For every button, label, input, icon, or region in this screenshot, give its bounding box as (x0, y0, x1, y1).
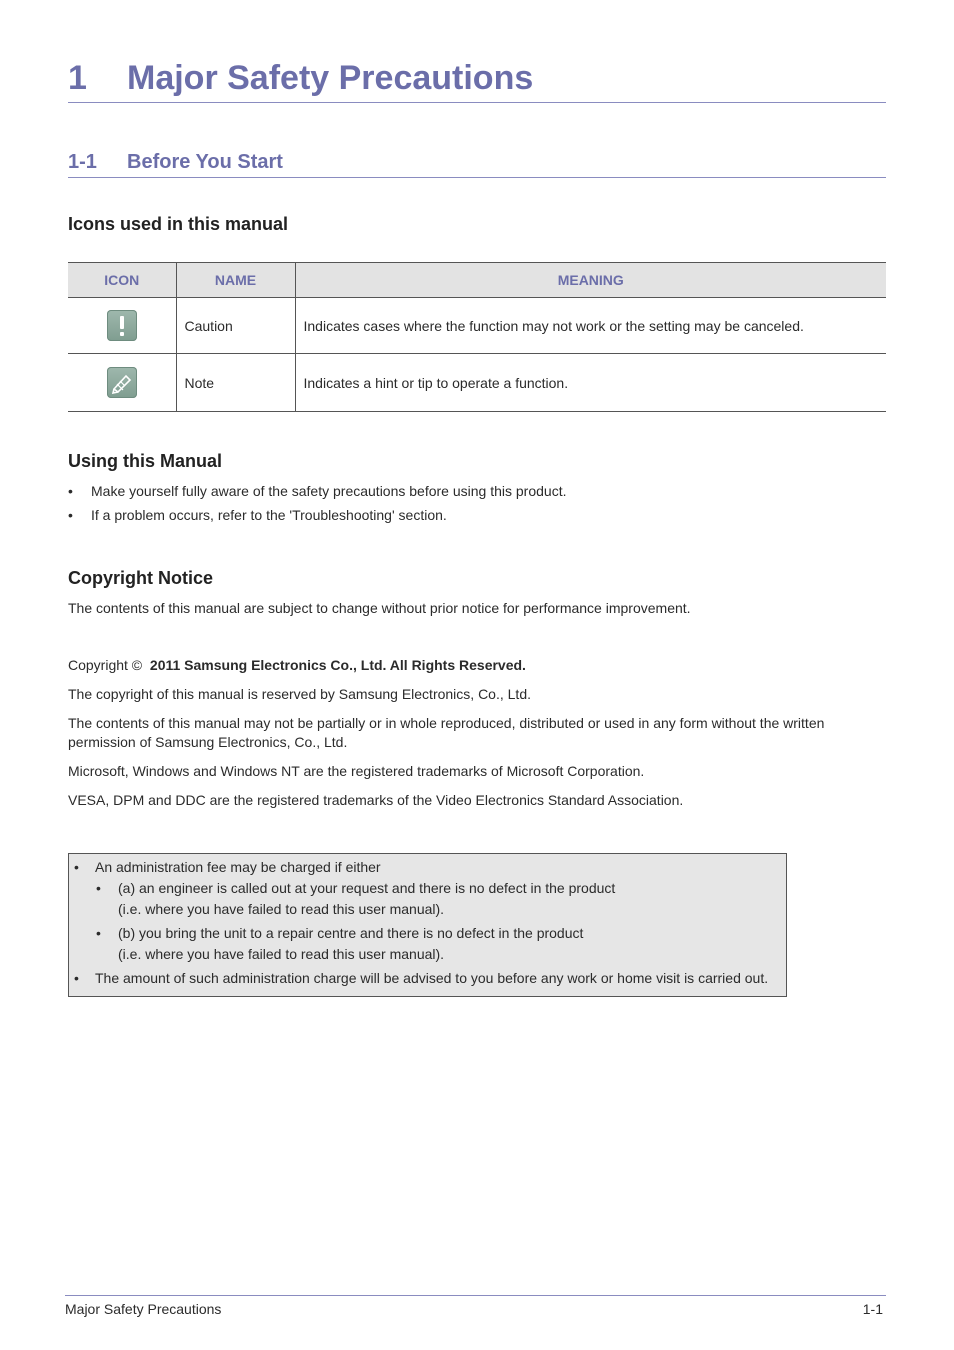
copyright-paragraph: Microsoft, Windows and Windows NT are the registered trademarks of Microsoft Corporation. (68, 763, 645, 779)
chapter-title (68, 56, 886, 103)
copyright-line (68, 656, 886, 675)
notice-subitem-line: • (b) you bring the unit to a repair centre and there is no defect in the product (118, 925, 584, 941)
notice-subitem-line: (i.e. where you have failed to read this user manual). (118, 946, 445, 962)
table-header-row (68, 263, 886, 298)
name-cell: Note (176, 354, 295, 412)
meaning-cell: Indicates cases where the function may not work or the setting may be canceled. (295, 298, 886, 354)
notice-subitem (69, 878, 786, 920)
using-heading: Using this Manual (68, 451, 223, 471)
list-item: • Make yourself fully aware of the safety precautions before using this product. (68, 479, 566, 503)
page-number: 1-1 (862, 1301, 883, 1317)
notice-subitem (69, 923, 786, 965)
copyright-paragraph: VESA, DPM and DDC are the registered trademarks of the Video Electronics Standard Association. (68, 792, 684, 808)
name-cell: Caution (176, 298, 295, 354)
icons-table (68, 262, 886, 412)
list-item: • If a problem occurs, refer to the 'Troubleshooting' section. (68, 503, 566, 527)
footer-title: Major Safety Precautions (65, 1301, 222, 1317)
using-list (68, 479, 566, 527)
section-number: 1-1 (68, 151, 97, 173)
notice-subitem-line: • (a) an engineer is called out at your request and there is no defect in the product (118, 880, 616, 896)
page-footer (65, 1295, 886, 1321)
chapter-title-text: Major Safety Precautions (127, 59, 534, 97)
meaning-cell: Indicates a hint or tip to operate a function. (295, 354, 886, 412)
copyright-bold: 2011 Samsung Electronics Co., Ltd. All Rights Reserved. (149, 657, 526, 673)
header-meaning: MEANING (295, 263, 886, 298)
notice-box (68, 853, 787, 997)
section-title (68, 148, 886, 178)
caution-icon (107, 310, 137, 341)
copyright-paragraph: The copyright of this manual is reserved by Samsung Electronics, Co., Ltd. (68, 686, 531, 702)
copyright-heading: Copyright Notice (68, 568, 214, 588)
table-row (68, 354, 886, 412)
table-row (68, 298, 886, 354)
chapter-number: 1 (68, 59, 87, 97)
icon-cell (68, 354, 176, 412)
notice-subitem-line: (i.e. where you have failed to read this user manual). (118, 901, 445, 917)
notice-item: • An administration fee may be charged if either (69, 857, 786, 878)
notice-item: • The amount of such administration charge will be advised to you before any work or home visit is carried out. (69, 968, 786, 989)
icons-heading: Icons used in this manual (68, 214, 289, 234)
copyright-intro: The contents of this manual are subject to change without prior notice for performance improvement. (68, 600, 691, 616)
icon-cell (68, 298, 176, 354)
copyright-paragraph: The contents of this manual may not be partially or in whole reproduced, distributed or used in any form without the written permission of Samsung Electronics, Co., Ltd. (68, 715, 825, 750)
header-icon: ICON (68, 263, 176, 298)
note-icon (107, 367, 137, 398)
copyright-prefix: Copyright © (68, 657, 143, 673)
section-title-text: Before You Start (127, 151, 283, 173)
header-name: NAME (176, 263, 295, 298)
